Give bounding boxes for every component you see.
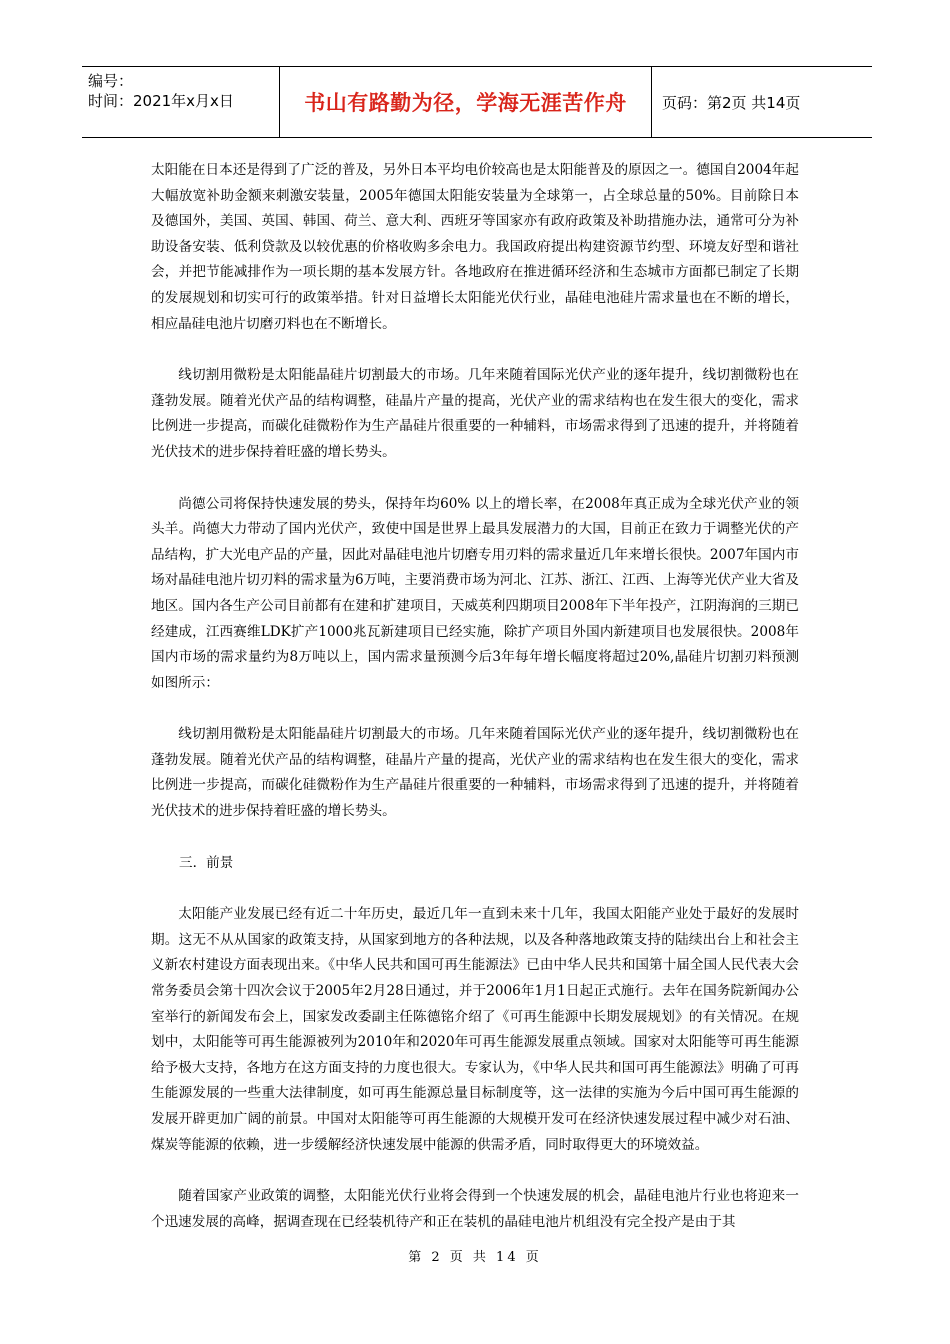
paragraph-4: 线切割用微粉是太阳能晶硅片切割最大的市场。几年来随着国际光伏产业的逐年提升，线切割微粉也在蓬勃发展。随着光伏产品的结构调整，硅晶片产量的提高，光伏产业的需求结构也在发生很大的变化，需求比例进一步提高，而碳化硅微粉作为生产晶硅片很重要的一种辅料，市场需求得到了迅速的提升，并将随着光伏技术的进步保持着旺盛的增长势头。 (151, 726, 799, 820)
section-heading: 三．前景 (179, 854, 234, 871)
paragraph-6: 随着国家产业政策的调整，太阳能光伏行业将会得到一个快速发展的机会，晶硅电池片行业也将迎来一个迅速发展的高峰，据调查现在已经装机待产和正在装机的晶硅电池片机组没有完全投产是由于其 (151, 1188, 799, 1230)
header-info (82, 67, 280, 137)
page-footer: 第 2 页 共 14 页 (408, 1250, 542, 1265)
paragraph-2: 线切割用微粉是太阳能晶硅片切割最大的市场。几年来随着国际光伏产业的逐年提升，线切割微粉也在蓬勃发展。随着光伏产品的结构调整，硅晶片产量的提高，光伏产业的需求结构也在发生很大的变化，需求比例进一步提高，而碳化硅微粉作为生产晶硅片很重要的一种辅料，市场需求得到了迅速的提升，并将随着光伏技术的进步保持着旺盛的增长势头。 (151, 367, 799, 460)
document-body (151, 158, 799, 1261)
paragraph-5: 太阳能产业发展已经有近二十年历史，最近几年一直到未来十几年，我国太阳能产业处于最好的发展时期。这无不从从国家的政策支持，从国家到地方的各种法规，以及各种落地政策支持的陆续出台上和社会主义新农村建设方面表现出来。《中华人民共和国可再生能源法》已由中华人民共和国第十届全国人民代表大会常务委员会第十四次会议于2005年2月28日通过，并于2006年1月1日起正式施行。去年在国务院新闻办公室举行的新闻发布会上，国家发改委副主任陈德铭介绍了《可再生能源中长期发展规划》的有关情况。在规划中，太阳能等可再生能源被列为2010年和2020年可再生能源发展重点领域。国家对太阳能等可再生能源给予极大支持，各地方在这方面支持的力度也很大。专家认为，《中华人民共和国可再生能源法》明确了可再生能源发展的一些重大法律制度，如可再生能源总量目标制度等，这一法律的实施为今后中国可再生能源的发展开辟更加广阔的前景。中国对太阳能等可再生能源的大规模开发可在经济快速发展过程中减少对石油、煤炭等能源的依赖，进一步缓解经济快速发展中能源的供需矛盾，同时取得更大的环境效益。 (151, 906, 799, 1153)
document-number-label: 编号： (88, 72, 134, 90)
paragraph-3: 尚德公司将保持快速发展的势头，保持年均60% 以上的增长率，在2008年真正成为全球光伏产业的领头羊。尚德大力带动了国内光伏产，致使中国是世界上最具发展潜力的大国，目前正在致力于调整光伏的产品结构，扩大光电产品的产量，因此对晶硅电池片切磨专用刃料的需求量近几年来增长很快。2007年国内市场对晶硅电池片切刃料的需求量为6万吨，主要消费市场为河北、江苏、浙江、江西、上海等光伏产业大省及地区。国内各生产公司目前都有在建和扩建项目，天威英利四期项目2008年下半年投产，江阴海润的三期已经建成，江西赛维LDK扩产1000兆瓦新建项目已经实施，除扩产项目外国内新建项目也发展很快。2008年国内市场的需求量约为8万吨以上，国内需求量预测今后3年每年增长幅度将超过20%,晶硅片切割刃料预测如图所示： (151, 495, 799, 691)
header-page-info: 页码：第2页 共14页 (662, 93, 801, 112)
document-time-label: 时间：2021年x月x日 (88, 92, 234, 110)
paragraph-1: 太阳能在日本还是得到了广泛的普及，另外日本平均电价较高也是太阳能普及的原因之一。德国自2004年起大幅放宽补助金额来刺激安装量，2005年德国太阳能安装量为全球第一，占全球总量的50%。目前除日本及德国外，美国、英国、韩国、荷兰、意大利、西班牙等国家亦有政府政策及补助措施办法，通常可分为补助设备安装、低利贷款及以较优惠的价格收购多余电力。我国政府提出构建资源节约型、环境友好型和谐社会，并把节能减排作为一项长期的基本发展方针。各地政府在推进循环经济和生态城市方面都已制定了长期的发展规划和切实可行的政策举措。针对日益增长太阳能光伏行业，晶硅电池硅片需求量也在不断的增长，相应晶硅电池片切磨刃料也在不断增长。 (151, 162, 799, 332)
header-motto: 书山有路勤为径，学海无涯苦作舟 (280, 67, 652, 137)
page-header (82, 66, 872, 138)
